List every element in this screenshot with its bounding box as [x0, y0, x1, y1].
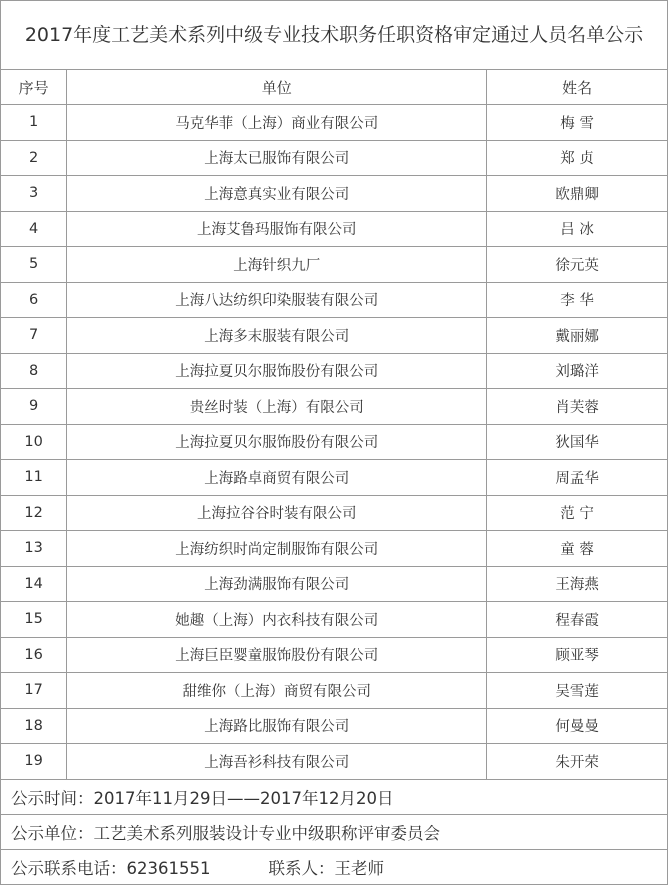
- cell-name: 吴雪莲: [487, 673, 668, 709]
- cell-no: 3: [1, 176, 67, 212]
- footer-contact: 联系人：王老师: [268, 858, 384, 878]
- header-no: 序号: [1, 70, 67, 105]
- table-row: [1, 566, 668, 602]
- cell-unit: 上海拉夏贝尔服饰股份有限公司: [67, 424, 487, 460]
- cell-no: 14: [1, 566, 67, 602]
- cell-no: 8: [1, 353, 67, 389]
- cell-name: 顾亚琴: [487, 637, 668, 673]
- header-name: 姓名: [487, 70, 668, 105]
- cell-unit: 上海巨臣婴童服饰股份有限公司: [67, 637, 487, 673]
- cell-no: 12: [1, 495, 67, 531]
- cell-unit: 上海八达纺织印染服装有限公司: [67, 282, 487, 318]
- page-title: 2017年度工艺美术系列中级专业技术职务任职资格审定通过人员名单公示: [1, 1, 668, 70]
- cell-unit: 上海吾衫科技有限公司: [67, 744, 487, 780]
- table-row: [1, 460, 668, 496]
- cell-name: 程春霞: [487, 602, 668, 638]
- header-unit: 单位: [67, 70, 487, 105]
- cell-unit: 上海意真实业有限公司: [67, 176, 487, 212]
- cell-no: 9: [1, 389, 67, 425]
- table-row: [1, 389, 668, 425]
- table-row: [1, 495, 668, 531]
- cell-no: 15: [1, 602, 67, 638]
- cell-name: 刘璐洋: [487, 353, 668, 389]
- table-row: [1, 424, 668, 460]
- cell-name: 郑 贞: [487, 140, 668, 176]
- cell-unit: 上海拉谷谷时装有限公司: [67, 495, 487, 531]
- cell-no: 1: [1, 105, 67, 141]
- cell-name: 戴丽娜: [487, 318, 668, 354]
- table-row: [1, 531, 668, 567]
- table-row: [1, 353, 668, 389]
- cell-no: 4: [1, 211, 67, 247]
- table-row: [1, 744, 668, 780]
- cell-no: 17: [1, 673, 67, 709]
- cell-name: 何曼曼: [487, 708, 668, 744]
- cell-name: 梅 雪: [487, 105, 668, 141]
- footer-phone: 公示联系电话：62361551: [11, 858, 211, 878]
- cell-no: 2: [1, 140, 67, 176]
- table-row: [1, 637, 668, 673]
- table-row: [1, 247, 668, 283]
- cell-unit: 上海路比服饰有限公司: [67, 708, 487, 744]
- cell-no: 7: [1, 318, 67, 354]
- cell-name: 王海燕: [487, 566, 668, 602]
- cell-unit: 马克华菲（上海）商业有限公司: [67, 105, 487, 141]
- table-row: [1, 708, 668, 744]
- cell-no: 5: [1, 247, 67, 283]
- cell-unit: 她趣（上海）内衣科技有限公司: [67, 602, 487, 638]
- cell-unit: 上海路卓商贸有限公司: [67, 460, 487, 496]
- cell-unit: 上海针织九厂: [67, 247, 487, 283]
- table-row: [1, 282, 668, 318]
- cell-no: 19: [1, 744, 67, 780]
- footer-period: 公示时间：2017年11月29日——2017年12月20日: [1, 779, 668, 814]
- cell-name: 周孟华: [487, 460, 668, 496]
- cell-unit: 上海艾鲁玛服饰有限公司: [67, 211, 487, 247]
- cell-name: 朱开荣: [487, 744, 668, 780]
- cell-name: 童 蓉: [487, 531, 668, 567]
- cell-unit: 贵丝时装（上海）有限公司: [67, 389, 487, 425]
- cell-unit: 上海多末服装有限公司: [67, 318, 487, 354]
- cell-name: 范 宁: [487, 495, 668, 531]
- cell-name: 肖芙蓉: [487, 389, 668, 425]
- table-row: [1, 211, 668, 247]
- cell-no: 13: [1, 531, 67, 567]
- table-row: [1, 140, 668, 176]
- cell-unit: 上海纺织时尚定制服饰有限公司: [67, 531, 487, 567]
- table-header-row: [1, 70, 668, 105]
- table-row: [1, 602, 668, 638]
- cell-no: 16: [1, 637, 67, 673]
- table-row: [1, 673, 668, 709]
- cell-unit: 上海劲满服饰有限公司: [67, 566, 487, 602]
- table-row: [1, 176, 668, 212]
- cell-name: 李 华: [487, 282, 668, 318]
- cell-no: 11: [1, 460, 67, 496]
- cell-no: 6: [1, 282, 67, 318]
- cell-unit: 甜维你（上海）商贸有限公司: [67, 673, 487, 709]
- table-row: [1, 318, 668, 354]
- cell-name: 狄国华: [487, 424, 668, 460]
- cell-unit: 上海太已服饰有限公司: [67, 140, 487, 176]
- cell-no: 10: [1, 424, 67, 460]
- footer-org: 公示单位：工艺美术系列服装设计专业中级职称评审委员会: [1, 814, 668, 849]
- cell-name: 欧鼎卿: [487, 176, 668, 212]
- cell-no: 18: [1, 708, 67, 744]
- cell-name: 吕 冰: [487, 211, 668, 247]
- cell-unit: 上海拉夏贝尔服饰股份有限公司: [67, 353, 487, 389]
- table-row: [1, 105, 668, 141]
- footer-contact-line: [1, 849, 668, 884]
- cell-name: 徐元英: [487, 247, 668, 283]
